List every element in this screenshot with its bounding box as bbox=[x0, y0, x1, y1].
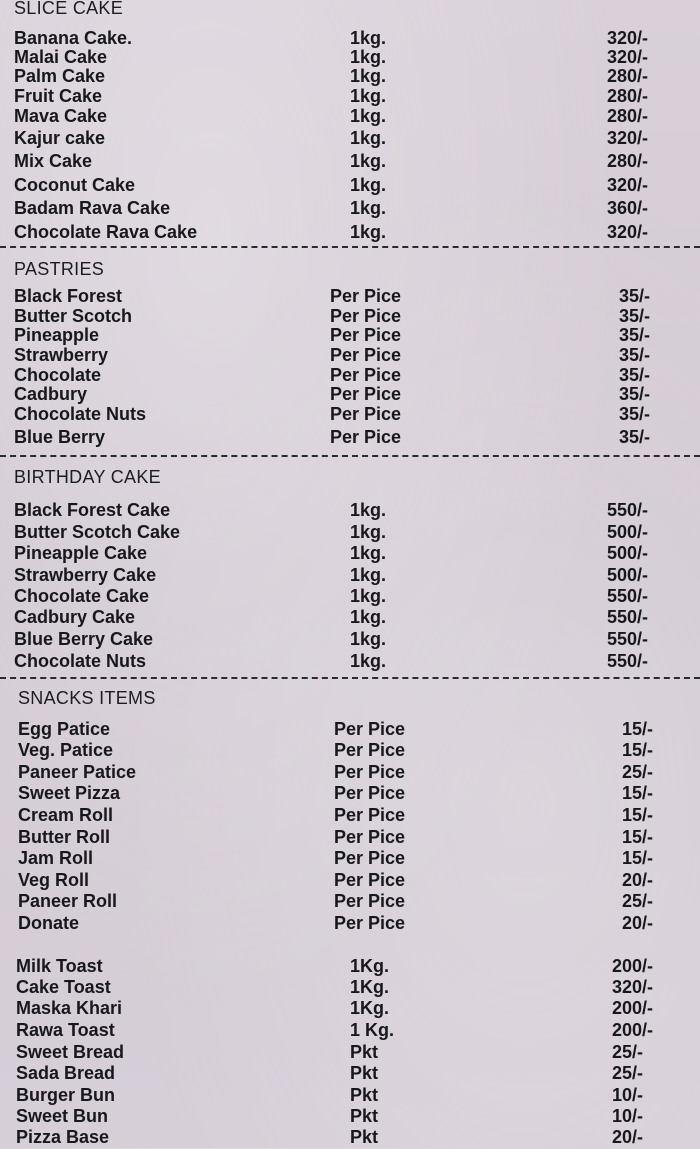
menu-item-row bbox=[0, 870, 700, 892]
item-quantity: Pkt bbox=[350, 1042, 379, 1062]
item-quantity: 1kg. bbox=[350, 106, 387, 126]
item-quantity: 1kg. bbox=[350, 522, 387, 542]
item-name: Blue Berry bbox=[14, 427, 106, 447]
item-quantity: 1kg. bbox=[350, 86, 387, 106]
item-name: Banana Cake. bbox=[14, 28, 133, 48]
item-quantity: Per Pice bbox=[334, 827, 406, 847]
item-name: Maska Khari bbox=[16, 998, 123, 1018]
menu-item-row bbox=[0, 522, 700, 544]
item-quantity: Per Pice bbox=[330, 286, 402, 306]
item-price: 20/- bbox=[612, 1127, 644, 1147]
item-name: Butter Scotch Cake bbox=[14, 522, 181, 542]
item-price: 320/- bbox=[607, 222, 649, 242]
item-quantity: Per Pice bbox=[330, 345, 402, 365]
item-name: Kajur cake bbox=[14, 128, 106, 148]
item-name: Chocolate Rava Cake bbox=[14, 222, 198, 242]
item-price: 550/- bbox=[607, 607, 649, 627]
menu-item-row bbox=[0, 1020, 700, 1042]
section-heading-snacks-items: SNACKS ITEMS bbox=[18, 688, 156, 708]
menu-item-row bbox=[0, 607, 700, 629]
item-name: Mix Cake bbox=[14, 151, 93, 171]
item-price: 360/- bbox=[607, 198, 649, 218]
item-quantity: 1kg. bbox=[350, 607, 387, 627]
menu-item-row bbox=[0, 175, 700, 197]
item-quantity: Pkt bbox=[350, 1085, 379, 1105]
item-price: 320/- bbox=[607, 28, 649, 48]
item-name: Sweet Pizza bbox=[18, 783, 121, 803]
item-name: Veg. Patice bbox=[18, 740, 114, 760]
menu-item-row bbox=[0, 805, 700, 827]
item-name: Chocolate Nuts bbox=[14, 404, 147, 424]
item-quantity: Pkt bbox=[350, 1127, 379, 1147]
menu-item-row bbox=[0, 956, 700, 978]
item-name: Mava Cake bbox=[14, 106, 108, 126]
menu-item-row bbox=[0, 325, 700, 347]
item-price: 10/- bbox=[612, 1106, 644, 1126]
item-price: 35/- bbox=[619, 427, 651, 447]
item-name: Fruit Cake bbox=[14, 86, 103, 106]
item-name: Burger Bun bbox=[16, 1085, 115, 1105]
item-name: Pizza Base bbox=[16, 1127, 110, 1147]
menu-item-row bbox=[0, 762, 700, 784]
menu-item-row bbox=[0, 128, 700, 150]
item-price: 35/- bbox=[619, 345, 651, 365]
item-price: 320/- bbox=[612, 977, 654, 997]
item-quantity: Per Pice bbox=[334, 891, 406, 911]
menu-item-row bbox=[0, 977, 700, 999]
item-quantity: Per Pice bbox=[330, 384, 402, 404]
item-price: 500/- bbox=[607, 522, 649, 542]
item-quantity: Pkt bbox=[350, 1106, 379, 1126]
menu-item-row bbox=[0, 345, 700, 367]
section-divider bbox=[0, 246, 700, 248]
item-price: 200/- bbox=[612, 956, 654, 976]
item-price: 200/- bbox=[612, 998, 654, 1018]
item-quantity: 1 Kg. bbox=[350, 1020, 395, 1040]
item-price: 320/- bbox=[607, 128, 649, 148]
item-name: Badam Rava Cake bbox=[14, 198, 171, 218]
item-price: 35/- bbox=[619, 384, 651, 404]
item-name: Sweet Bread bbox=[16, 1042, 125, 1062]
menu-item-row bbox=[0, 286, 700, 308]
item-name: Strawberry bbox=[14, 345, 109, 365]
item-quantity: Per Pice bbox=[330, 365, 402, 385]
item-price: 25/- bbox=[622, 891, 654, 911]
item-name: Black Forest bbox=[14, 286, 123, 306]
item-quantity: 1kg. bbox=[350, 66, 387, 86]
item-price: 15/- bbox=[622, 783, 654, 803]
item-name: Butter Roll bbox=[18, 827, 110, 847]
item-quantity: 1Kg. bbox=[350, 956, 390, 976]
item-name: Jam Roll bbox=[18, 848, 94, 868]
menu-item-row bbox=[0, 543, 700, 565]
item-price: 35/- bbox=[619, 404, 651, 424]
section-heading-birthday-cake: BIRTHDAY CAKE bbox=[14, 467, 161, 487]
item-quantity: 1kg. bbox=[350, 586, 387, 606]
menu-item-row bbox=[0, 1063, 700, 1085]
item-price: 200/- bbox=[612, 1020, 654, 1040]
item-name: Egg Patice bbox=[18, 719, 111, 739]
item-quantity: 1kg. bbox=[350, 47, 387, 67]
item-name: Pineapple bbox=[14, 325, 100, 345]
item-price: 10/- bbox=[612, 1085, 644, 1105]
menu-item-row bbox=[0, 427, 700, 449]
menu-item-row bbox=[0, 222, 700, 244]
menu-item-row bbox=[0, 586, 700, 608]
section-heading-pastries: PASTRIES bbox=[14, 259, 105, 279]
item-quantity: 1kg. bbox=[350, 222, 387, 242]
item-price: 550/- bbox=[607, 586, 649, 606]
item-name: Milk Toast bbox=[16, 956, 103, 976]
menu-item-row bbox=[0, 198, 700, 220]
item-name: Pineapple Cake bbox=[14, 543, 148, 563]
menu-item-row bbox=[0, 1042, 700, 1064]
item-quantity: Per Pice bbox=[334, 762, 406, 782]
menu-item-row bbox=[0, 1085, 700, 1107]
item-price: 25/- bbox=[612, 1042, 644, 1062]
item-quantity: 1Kg. bbox=[350, 998, 390, 1018]
menu-item-row bbox=[0, 1127, 700, 1149]
item-price: 280/- bbox=[607, 86, 649, 106]
item-price: 280/- bbox=[607, 151, 649, 171]
item-name: Paneer Patice bbox=[18, 762, 137, 782]
menu-item-row bbox=[0, 629, 700, 651]
menu-item-row bbox=[0, 404, 700, 426]
item-price: 35/- bbox=[619, 306, 651, 326]
item-price: 500/- bbox=[607, 565, 649, 585]
item-name: Coconut Cake bbox=[14, 175, 136, 195]
item-quantity: Per Pice bbox=[334, 740, 406, 760]
menu-item-row bbox=[0, 719, 700, 741]
menu-item-row bbox=[0, 500, 700, 522]
item-quantity: 1kg. bbox=[350, 175, 387, 195]
menu-item-row bbox=[0, 651, 700, 673]
item-name: Cadbury bbox=[14, 384, 88, 404]
item-quantity: 1kg. bbox=[350, 28, 387, 48]
item-quantity: 1kg. bbox=[350, 151, 387, 171]
item-price: 20/- bbox=[622, 870, 654, 890]
item-price: 320/- bbox=[607, 175, 649, 195]
item-name: Paneer Roll bbox=[18, 891, 118, 911]
item-name: Cadbury Cake bbox=[14, 607, 136, 627]
menu-item-row bbox=[0, 1106, 700, 1128]
item-quantity: 1kg. bbox=[350, 543, 387, 563]
item-name: Palm Cake bbox=[14, 66, 106, 86]
item-price: 35/- bbox=[619, 325, 651, 345]
item-price: 15/- bbox=[622, 719, 654, 739]
item-price: 550/- bbox=[607, 500, 649, 520]
menu-item-row bbox=[0, 151, 700, 173]
section-divider bbox=[0, 677, 700, 679]
item-price: 550/- bbox=[607, 629, 649, 649]
menu-item-row bbox=[0, 783, 700, 805]
menu-item-row bbox=[0, 106, 700, 128]
item-name: Rawa Toast bbox=[16, 1020, 115, 1040]
item-quantity: Per Pice bbox=[330, 404, 402, 424]
item-name: Cake Toast bbox=[16, 977, 111, 997]
item-quantity: Per Pice bbox=[334, 913, 406, 933]
item-price: 280/- bbox=[607, 106, 649, 126]
item-name: Butter Scotch bbox=[14, 306, 133, 326]
item-quantity: 1kg. bbox=[350, 128, 387, 148]
item-price: 35/- bbox=[619, 286, 651, 306]
item-name: Cream Roll bbox=[18, 805, 114, 825]
item-price: 15/- bbox=[622, 805, 654, 825]
item-quantity: 1kg. bbox=[350, 565, 387, 585]
menu-item-row bbox=[0, 86, 700, 108]
item-price: 15/- bbox=[622, 740, 654, 760]
item-quantity: 1kg. bbox=[350, 198, 387, 218]
item-price: 35/- bbox=[619, 365, 651, 385]
section-heading-slice-cake: SLICE CAKE bbox=[14, 0, 124, 18]
item-quantity: 1kg. bbox=[350, 651, 387, 671]
item-price: 20/- bbox=[622, 913, 654, 933]
item-name: Veg Roll bbox=[18, 870, 90, 890]
item-price: 320/- bbox=[607, 47, 649, 67]
item-price: 25/- bbox=[622, 762, 654, 782]
menu-item-row bbox=[0, 827, 700, 849]
item-quantity: 1kg. bbox=[350, 500, 387, 520]
item-quantity: Per Pice bbox=[334, 783, 406, 803]
item-name: Chocolate Nuts bbox=[14, 651, 147, 671]
item-name: Chocolate bbox=[14, 365, 102, 385]
item-quantity: 1kg. bbox=[350, 629, 387, 649]
item-quantity: Per Pice bbox=[330, 325, 402, 345]
menu-item-row bbox=[0, 848, 700, 870]
item-quantity: 1Kg. bbox=[350, 977, 390, 997]
menu-item-row bbox=[0, 740, 700, 762]
item-name: Donate bbox=[18, 913, 80, 933]
item-quantity: Per Pice bbox=[334, 870, 406, 890]
item-name: Blue Berry Cake bbox=[14, 629, 154, 649]
item-price: 15/- bbox=[622, 848, 654, 868]
menu-item-row bbox=[0, 998, 700, 1020]
item-name: Chocolate Cake bbox=[14, 586, 150, 606]
item-name: Sada Bread bbox=[16, 1063, 116, 1083]
item-quantity: Per Pice bbox=[334, 719, 406, 739]
menu-item-row bbox=[0, 565, 700, 587]
menu-item-row bbox=[0, 66, 700, 88]
item-price: 550/- bbox=[607, 651, 649, 671]
item-name: Sweet Bun bbox=[16, 1106, 109, 1126]
item-quantity: Per Pice bbox=[334, 848, 406, 868]
item-quantity: Per Pice bbox=[330, 306, 402, 326]
item-name: Strawberry Cake bbox=[14, 565, 157, 585]
menu-item-row bbox=[0, 913, 700, 935]
item-quantity: Pkt bbox=[350, 1063, 379, 1083]
item-price: 500/- bbox=[607, 543, 649, 563]
menu-item-row bbox=[0, 891, 700, 913]
item-quantity: Per Pice bbox=[330, 427, 402, 447]
item-price: 15/- bbox=[622, 827, 654, 847]
item-price: 25/- bbox=[612, 1063, 644, 1083]
item-price: 280/- bbox=[607, 66, 649, 86]
menu-item-row bbox=[0, 384, 700, 406]
item-name: Black Forest Cake bbox=[14, 500, 171, 520]
item-name: Malai Cake bbox=[14, 47, 108, 67]
item-quantity: Per Pice bbox=[334, 805, 406, 825]
section-divider bbox=[0, 455, 700, 457]
